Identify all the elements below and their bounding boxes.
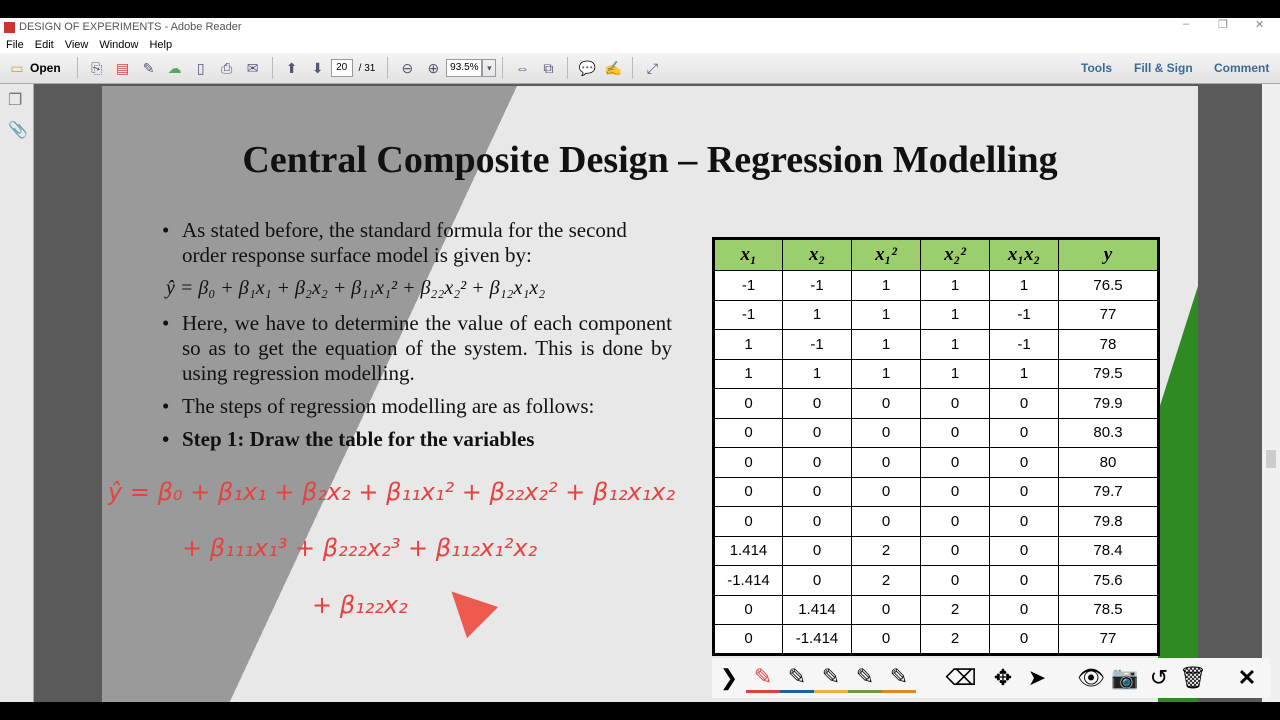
table-cell: 0 xyxy=(921,389,990,419)
menu-file[interactable]: File xyxy=(6,38,24,51)
table-row xyxy=(714,448,1159,478)
folder-icon[interactable]: ▭ xyxy=(10,59,24,76)
table-cell: 78.4 xyxy=(1059,536,1159,566)
table-cell: 0 xyxy=(714,477,783,507)
table-cell: -1 xyxy=(990,300,1059,330)
table-row xyxy=(714,418,1159,448)
pen-icon[interactable]: ✎ xyxy=(746,664,780,693)
column-header: x₂ xyxy=(783,239,852,271)
table-cell: 0 xyxy=(714,625,783,655)
table-cell: -1.414 xyxy=(714,566,783,596)
table-cell: 0 xyxy=(990,507,1059,537)
bullet-2: • Here, we have to determine the value of each component so as to get the equation of the system. This is done by using regression modelling. xyxy=(162,311,672,386)
table-cell: 1 xyxy=(921,330,990,360)
formula: ŷ = β₀ + β₁x₁ + β₂x₂ + β₁₁x₁² + β₂₂x₂² + β₁₂x₁x₂ xyxy=(166,277,546,299)
table-row xyxy=(714,330,1159,360)
menu-edit[interactable]: Edit xyxy=(34,38,54,51)
table-cell: 0 xyxy=(852,507,921,537)
table-cell: 76.5 xyxy=(1059,271,1159,301)
column-header: x₁ xyxy=(714,239,783,271)
table-row xyxy=(714,566,1159,596)
table-cell: 77 xyxy=(1059,300,1159,330)
toolbar xyxy=(0,53,1280,84)
table-cell: 0 xyxy=(921,418,990,448)
pen-icon[interactable]: ✎ xyxy=(848,664,882,693)
table-cell: 79.5 xyxy=(1059,359,1159,389)
table-cell: 0 xyxy=(852,389,921,419)
table-cell: 0 xyxy=(714,507,783,537)
open-button[interactable]: Open xyxy=(30,61,61,75)
table-cell: 1 xyxy=(714,359,783,389)
menu-help[interactable]: Help xyxy=(149,38,173,51)
table-cell: 0 xyxy=(990,418,1059,448)
table-cell: 0 xyxy=(852,595,921,625)
table-cell: 79.7 xyxy=(1059,477,1159,507)
attachments-icon[interactable]: 📎 xyxy=(8,122,28,139)
table-cell: 0 xyxy=(990,595,1059,625)
handwritten-line-2: + β₁₁₁x₁³ + β₂₂₂x₂³ + β₁₁₂x₁²x₂ xyxy=(182,534,538,562)
table-cell: 0 xyxy=(990,477,1059,507)
table-cell: 80.3 xyxy=(1059,418,1159,448)
title-bar xyxy=(0,18,1280,36)
table-cell: 0 xyxy=(714,418,783,448)
table-row xyxy=(714,300,1159,330)
table-cell: -1.414 xyxy=(783,625,852,655)
table-cell: 2 xyxy=(852,566,921,596)
save-icon[interactable]: ▯ xyxy=(196,59,205,76)
menu-window[interactable]: Window xyxy=(99,38,139,51)
pen-icon[interactable]: ✎ xyxy=(780,664,814,693)
table-cell: 1 xyxy=(852,271,921,301)
bullet-4: • Step 1: Draw the table for the variables xyxy=(162,427,672,452)
table-cell: 0 xyxy=(990,536,1059,566)
table-cell: 79.9 xyxy=(1059,389,1159,419)
undo-icon[interactable]: ↺ xyxy=(1149,665,1169,690)
table-row xyxy=(714,477,1159,507)
table-cell: 0 xyxy=(783,536,852,566)
table-row xyxy=(714,536,1159,566)
move-icon[interactable]: ✥ xyxy=(993,665,1013,690)
export-pdf-icon[interactable]: ▤ xyxy=(116,59,130,76)
table-cell: 1 xyxy=(921,271,990,301)
table-cell: 0 xyxy=(990,448,1059,478)
navigation-pane xyxy=(0,84,34,702)
table-cell: -1 xyxy=(990,330,1059,360)
comment-button[interactable]: Comment xyxy=(1214,61,1270,75)
table-cell: 1 xyxy=(921,359,990,389)
edit-icon[interactable]: ✎ xyxy=(142,59,155,76)
table-cell: 1 xyxy=(783,300,852,330)
table-cell: 0 xyxy=(921,477,990,507)
print-icon[interactable]: ⎙ xyxy=(221,59,233,76)
table-cell: -1 xyxy=(714,271,783,301)
table-cell: 78 xyxy=(1059,330,1159,360)
cloud-upload-icon[interactable]: ☁ xyxy=(167,59,182,76)
table-cell: 0 xyxy=(852,477,921,507)
prev-page-icon[interactable]: ⬆ xyxy=(285,59,298,76)
table-cell: 1 xyxy=(714,330,783,360)
menu-bar xyxy=(0,36,1280,53)
table-cell: 0 xyxy=(990,389,1059,419)
table-cell: 1 xyxy=(852,330,921,360)
table-row xyxy=(714,625,1159,655)
table-cell: 0 xyxy=(783,389,852,419)
table-cell: 2 xyxy=(852,536,921,566)
table-cell: 0 xyxy=(921,448,990,478)
fill-sign-button[interactable]: Fill & Sign xyxy=(1134,61,1193,75)
bullet-3: • The steps of regression modelling are as follows: xyxy=(162,394,672,419)
trash-icon[interactable]: 🗑 xyxy=(1179,665,1207,690)
create-pdf-icon[interactable]: ⎘ xyxy=(91,59,103,76)
table-cell: 0 xyxy=(783,477,852,507)
page-number-input[interactable]: 20 xyxy=(331,59,353,77)
expand-icon[interactable]: ❯ xyxy=(719,665,739,690)
table-cell: 0 xyxy=(852,418,921,448)
table-cell: -1 xyxy=(714,300,783,330)
table-row xyxy=(714,389,1159,419)
table-cell: 0 xyxy=(783,418,852,448)
close-annotation-icon[interactable]: ✕ xyxy=(1237,665,1257,690)
table-cell: -1 xyxy=(783,271,852,301)
eye-icon[interactable]: 👁 xyxy=(1077,665,1105,690)
table-cell: 78.5 xyxy=(1059,595,1159,625)
green-accent xyxy=(1158,286,1198,702)
pen-icon[interactable]: ✎ xyxy=(882,664,916,693)
page-total: / 31 xyxy=(358,62,376,74)
table-cell: 80 xyxy=(1059,448,1159,478)
table-cell: 0 xyxy=(921,566,990,596)
table-cell: 1.414 xyxy=(714,536,783,566)
table-cell: 0 xyxy=(783,566,852,596)
minimize-button[interactable]: – xyxy=(1183,18,1190,30)
bullet-1: • As stated before, the standard formula for the second order response surface model is given by: xyxy=(162,218,672,268)
close-button[interactable]: ✕ xyxy=(1255,19,1265,31)
table-cell: 0 xyxy=(990,625,1059,655)
table-cell: 2 xyxy=(921,625,990,655)
pages-icon[interactable]: ❐ xyxy=(8,92,23,109)
table-cell: -1 xyxy=(783,330,852,360)
table-cell: 0 xyxy=(921,536,990,566)
handwritten-line-3: + β₁₂₂x₂ xyxy=(312,591,408,619)
zoom-input[interactable]: 93.5% xyxy=(446,59,482,77)
table-row xyxy=(714,507,1159,537)
vertical-scrollbar[interactable] xyxy=(1262,84,1280,702)
fullscreen-icon[interactable]: ⤢ xyxy=(646,59,658,76)
table-cell: 0 xyxy=(714,595,783,625)
table-cell: 1 xyxy=(852,300,921,330)
table-cell: 0 xyxy=(990,566,1059,596)
slide-title: Central Composite Design – Regression Modelling xyxy=(242,139,1058,181)
table-cell: 79.8 xyxy=(1059,507,1159,537)
table-cell: 77 xyxy=(1059,625,1159,655)
table-cell: 0 xyxy=(714,389,783,419)
table-cell: 2 xyxy=(921,595,990,625)
table-cell: 0 xyxy=(783,507,852,537)
table-row xyxy=(714,595,1159,625)
window-title: DESIGN OF EXPERIMENTS - Adobe Reader xyxy=(19,21,242,33)
table-row xyxy=(714,271,1159,301)
zoom-out-icon[interactable]: ⊖ xyxy=(401,59,414,76)
pointer-icon[interactable]: ➤ xyxy=(1027,665,1047,690)
table-cell: 0 xyxy=(714,448,783,478)
maximize-button[interactable]: ❐ xyxy=(1218,19,1228,31)
annotation-toolbar xyxy=(712,658,1270,698)
table-cell: 75.6 xyxy=(1059,566,1159,596)
camera-icon[interactable]: 📷 xyxy=(1111,665,1139,690)
table-cell: 1 xyxy=(990,271,1059,301)
next-page-icon[interactable]: ⬇ xyxy=(311,59,324,76)
bullet-list xyxy=(162,218,672,460)
column-header: x₂² xyxy=(921,239,990,271)
table-cell: 0 xyxy=(852,625,921,655)
table-cell: 1 xyxy=(783,359,852,389)
email-icon[interactable]: ✉ xyxy=(246,59,259,76)
table-cell: 0 xyxy=(852,448,921,478)
table-cell: 1 xyxy=(852,359,921,389)
variables-table xyxy=(712,237,1160,656)
sticky-note-icon[interactable]: 💬 xyxy=(578,59,597,76)
tools-button[interactable]: Tools xyxy=(1081,61,1113,75)
table-row xyxy=(714,359,1159,389)
column-header: x₁² xyxy=(852,239,921,271)
adobe-reader-icon xyxy=(4,22,15,33)
table-cell: 1 xyxy=(921,300,990,330)
table-cell: 1.414 xyxy=(783,595,852,625)
column-header: x₁x₂ xyxy=(990,239,1059,271)
column-header: y xyxy=(1059,239,1159,271)
table-cell: 0 xyxy=(921,507,990,537)
menu-view[interactable]: View xyxy=(64,38,89,51)
pen-icon[interactable]: ✎ xyxy=(814,664,848,693)
table-cell: 1 xyxy=(990,359,1059,389)
fit-width-icon[interactable]: ⇔ xyxy=(515,60,530,76)
zoom-in-icon[interactable]: ⊕ xyxy=(427,59,440,76)
table-cell: 0 xyxy=(783,448,852,478)
handwritten-line-1: ŷ = β₀ + β₁x₁ + β₂x₂ + β₁₁x₁² + β₂₂x₂² + β₁₂x₁x₂ xyxy=(108,478,676,506)
fit-page-icon[interactable]: ⧉ xyxy=(543,59,554,76)
highlight-text-icon[interactable]: ✍ xyxy=(604,59,623,76)
eraser-icon[interactable]: ⌫ xyxy=(945,665,977,690)
pdf-page xyxy=(102,86,1198,702)
zoom-dropdown-icon[interactable]: ▾ xyxy=(482,59,496,77)
